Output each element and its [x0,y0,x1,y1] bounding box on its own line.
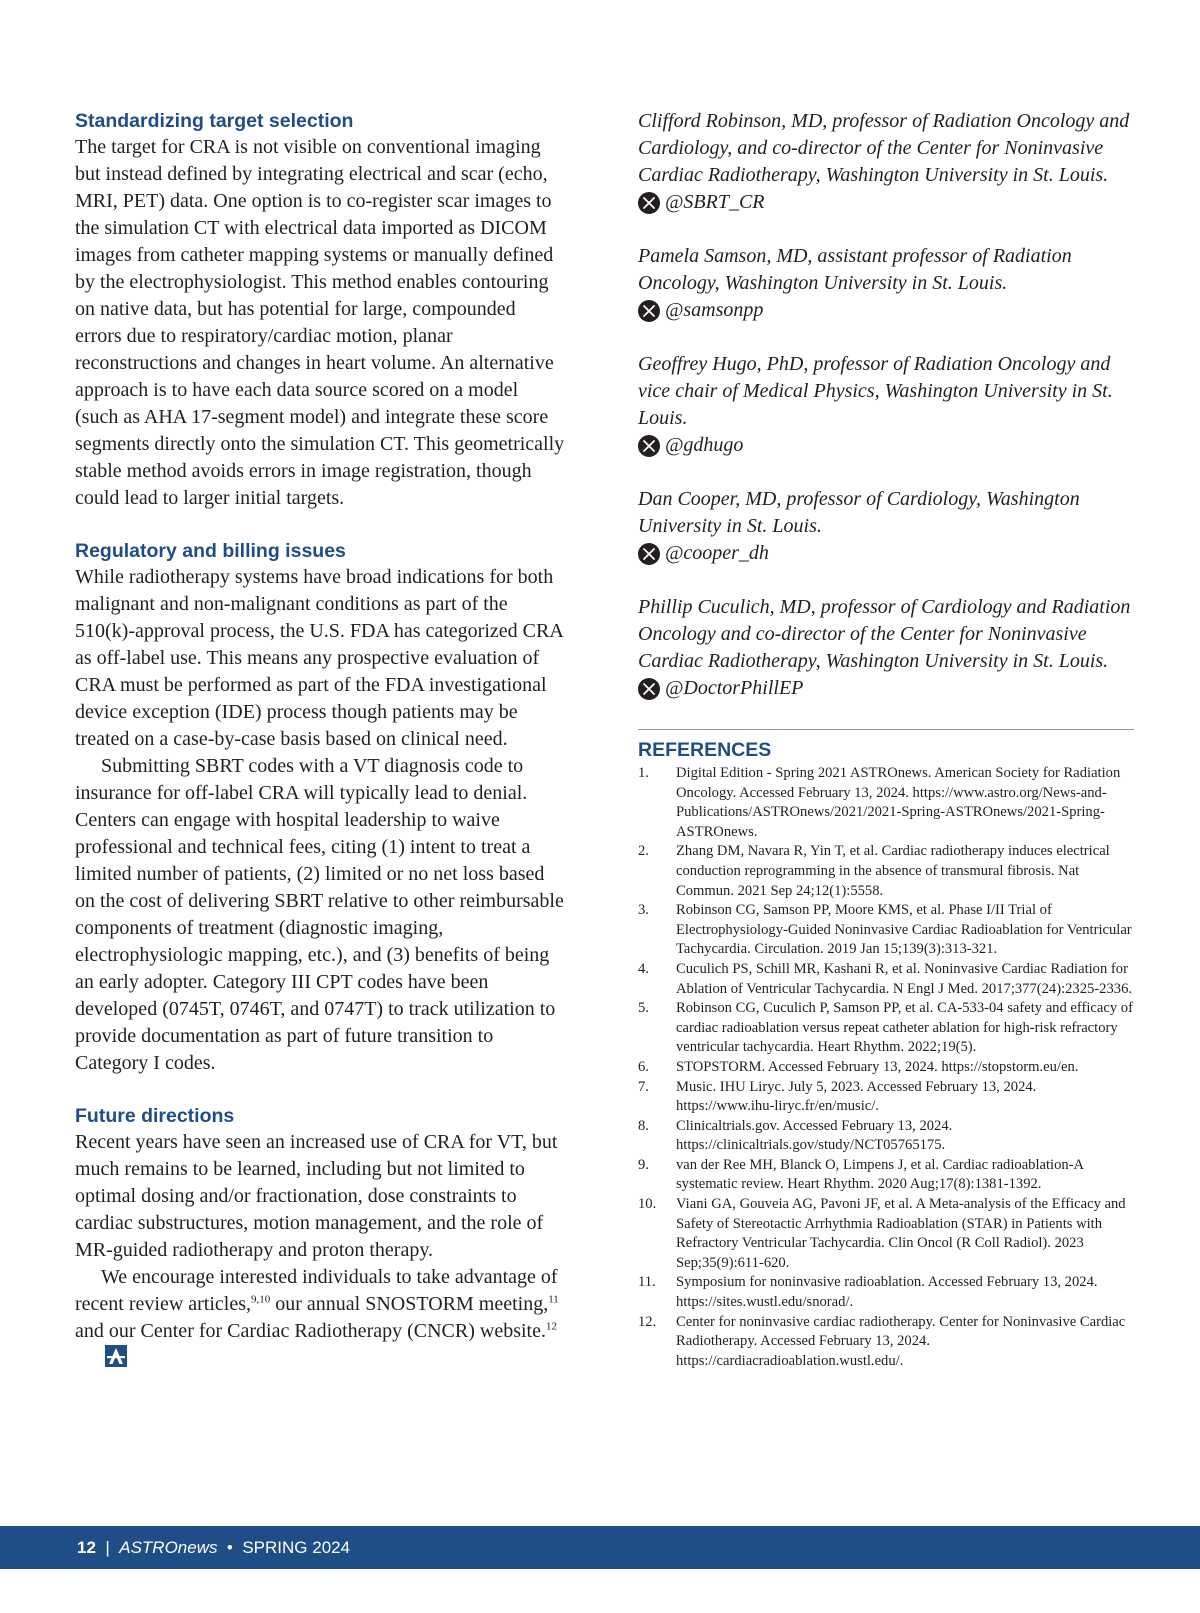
social-handle[interactable] [638,540,1134,567]
social-handle[interactable] [638,189,1134,216]
x-logo-icon [638,543,660,565]
author-list [638,108,1134,702]
reference-number: 6. [638,1058,649,1075]
reference-item [638,1078,1134,1117]
reference-number: 12. [638,1313,657,1330]
right-column [638,108,1134,1371]
reference-item [638,842,1134,901]
astro-logo-icon [79,1345,127,1375]
paragraph: Submitting SBRT codes with a VT diagnosis code to insurance for off-label CRA will typically lead to denial. Centers can engage with hospital leadership to waive professional and technical fees, citing (1) intent to treat a limited number of patients, (2) limited or no net loss based on the cost of delivering SBRT relative to other reimbursable components of treatment (diagnostic imaging, electrophysiologic mapping, etc.), and (3) benefits of being an early adopter. Category III CPT codes have been developed (0745T, 0746T, and 0747T) to track utilization to provide documentation as part of future transition to Category I codes. [75,755,564,1074]
author-bio: Dan Cooper, MD, professor of Cardiology, Washington University in St. Louis. [638,488,1080,537]
reference-text: Viani GA, Gouveia AG, Pavoni JF, et al. A Meta-analysis of the Efficacy and Safety of Stereotactic Arrhythmia Radioablation (STAR) in Patients with Refractory Ventricular Tachycardia. Clin Oncol (R Coll Radiol). 2023 Sep;35(9):611-620. [676,1196,1126,1271]
handle-text: @SBRT_CR [665,191,765,213]
reference-text: Clinicaltrials.gov. Accessed February 13, 2024. https://clinicaltrials.gov/study/NCT05765175. [676,1117,953,1154]
text-run: and our Center for Cardiac Radiotherapy (CNCR) website. [75,1320,546,1342]
reference-item [638,960,1134,999]
reference-text: Robinson CG, Cuculich P, Samson PP, et al. CA-533-04 safety and efficacy of cardiac radioablation versus repeat catheter ablation for high-risk refractory ventricular tachycardia. Heart Rhythm. 2022;19(5). [676,1000,1133,1056]
footer-separator: | [95,1537,120,1557]
reference-text: Zhang DM, Navara R, Yin T, et al. Cardiac radiotherapy induces electrical conduction reprogramming in the absence of transmural fibrosis. Nat Commun. 2021 Sep 24;12(1):5558. [676,843,1110,899]
paragraph: Recent years have seen an increased use of CRA for VT, but much remains to be learned, including but not limited to optimal dosing and/or fractionation, dose constraints to cardiac substructures, motion management, and the role of MR-guided radiotherapy and proton therapy. [75,1131,558,1261]
author-block [638,108,1134,216]
section-heading-future: Future directions [75,1105,235,1127]
reference-text: Cuculich PS, Schill MR, Kashani R, et al. Noninvasive Cardiac Radiation for Ablation of Ventricular Tachycardia. N Engl J Med. 2017;377(24):2325-2336. [676,960,1133,997]
author-block [638,486,1134,567]
reference-number: 5. [638,1000,649,1017]
author-bio: Phillip Cuculich, MD, professor of Cardiology and Radiation Oncology and co-director of the Center for Noninvasive Cardiac Radiotherapy, Washington University in St. Louis. [638,596,1131,672]
x-logo-icon [638,435,660,457]
reference-number: 10. [638,1196,657,1213]
reference-text: van der Ree MH, Blanck O, Limpens J, et al. Cardiac radioablation-A systematic review. Heart Rhythm. 2020 Aug;17(8):1381-1392. [676,1156,1084,1193]
reference-item [638,1156,1134,1195]
reference-item [638,1117,1134,1156]
reference-text: Robinson CG, Samson PP, Moore KMS, et al. Phase I/II Trial of Electrophysiology-Guided Noninvasive Cardiac Radioablation for Ventricular Tachycardia. Circulation. 2019 Jan 15;139(3):313-321. [676,902,1132,958]
page-footer [0,1526,1200,1569]
reference-item [638,1058,1134,1078]
reference-text: Center for noninvasive cardiac radiotherapy. Center for Noninvasive Cardiac Radiotherapy. Accessed February 13, 2024. https://cardiacradioablation.wustl.edu/. [676,1313,1126,1369]
author-bio: Pamela Samson, MD, assistant professor of Radiation Oncology, Washington University in St. Louis. [638,245,1072,294]
reference-number: 1. [638,765,649,781]
citation-sup: 12 [545,1320,557,1333]
references-heading: REFERENCES [638,739,772,761]
reference-number: 7. [638,1078,649,1095]
divider [638,729,1134,730]
author-block [638,243,1134,324]
reference-number: 3. [638,902,649,919]
author-bio: Geoffrey Hugo, PhD, professor of Radiation Oncology and vice chair of Medical Physics, Washington University in St. Louis. [638,353,1113,429]
reference-item [638,764,1134,842]
section-heading-target: Standardizing target selection [75,110,354,132]
reference-number: 11. [638,1274,656,1291]
left-column [75,108,565,1375]
text-run: our annual SNOSTORM meeting, [270,1293,549,1315]
reference-number: 2. [638,843,649,860]
reference-item [638,1313,1134,1372]
citation-sup: 11 [548,1293,559,1306]
section-heading-regulatory: Regulatory and billing issues [75,540,346,562]
reference-item [638,901,1134,960]
x-logo-icon [638,678,660,700]
x-logo-icon [638,192,660,214]
reference-text: Symposium for noninvasive radioablation. Accessed February 13, 2024. https://sites.wustl.edu/snorad/. [676,1274,1098,1311]
reference-list [638,764,1134,1371]
footer-bullet: • [217,1537,243,1557]
handle-text: @cooper_dh [665,542,769,564]
page-number: 12 [77,1537,96,1557]
reference-number: 9. [638,1156,649,1173]
reference-item [638,1273,1134,1312]
issue-label: SPRING 2024 [242,1537,351,1557]
paragraph: While radiotherapy systems have broad indications for both malignant and non-malignant conditions as part of the 510(k)-approval process, the U.S. FDA has categorized CRA as off-label use. This means any prospective evaluation of CRA must be performed as part of the FDA investigational device exception (IDE) process though patients may be treated on a case-by-case basis based on clinical need. [75,566,563,750]
social-handle[interactable] [638,432,1134,459]
social-handle[interactable] [638,675,1134,702]
reference-item [638,999,1134,1058]
handle-text: @DoctorPhillEP [665,677,804,699]
reference-text: Digital Edition - Spring 2021 ASTROnews. American Society for Radiation Oncology. Accessed February 13, 2024. https://www.astro.org/News-and-Publications/ASTROnews/2021/2021-Spring-ASTROnews/2021-Spring-ASTROnews. [676,765,1121,840]
social-handle[interactable] [638,297,1134,324]
author-block [638,351,1134,459]
x-logo-icon [638,300,660,322]
magazine-name: ASTROnews [119,1537,218,1557]
reference-text: STOPSTORM. Accessed February 13, 2024. https://stopstorm.eu/en. [676,1058,1079,1075]
paragraph: The target for CRA is not visible on conventional imaging but instead defined by integrating electrical and scar (echo, MRI, PET) data. One option is to co-register scar images to the simulation CT with electrical data imported as DICOM images from catheter mapping systems or manually defined by the electrophysiologist. This method enables contouring on native data, but has potential for large, compounded errors due to respiratory/cardiac motion, planar reconstructions and changes in heart volume. An alternative approach is to have each data source scored on a model (such as AHA 17-segment model) and integrate these score segments directly onto the simulation CT. This geometrically stable method avoids errors in image registration, though could lead to larger initial targets. [75,136,565,509]
handle-text: @gdhugo [665,434,744,456]
author-bio: Clifford Robinson, MD, professor of Radiation Oncology and Cardiology, and co-director of the Center for Noninvasive Cardiac Radiotherapy, Washington University in St. Louis. [638,110,1130,186]
handle-text: @samsonpp [665,299,764,321]
reference-item [638,1195,1134,1273]
reference-text: Music. IHU Liryc. July 5, 2023. Accessed February 13, 2024. https://www.ihu-liryc.fr/en/music/. [676,1078,1037,1115]
reference-number: 4. [638,960,649,977]
author-block [638,594,1134,702]
text-run: We encourage interested individuals to take advantage of recent review articles, [75,1266,558,1315]
citation-sup: 9,10 [251,1293,271,1306]
paragraph-closing [75,1264,565,1375]
reference-number: 8. [638,1117,649,1134]
